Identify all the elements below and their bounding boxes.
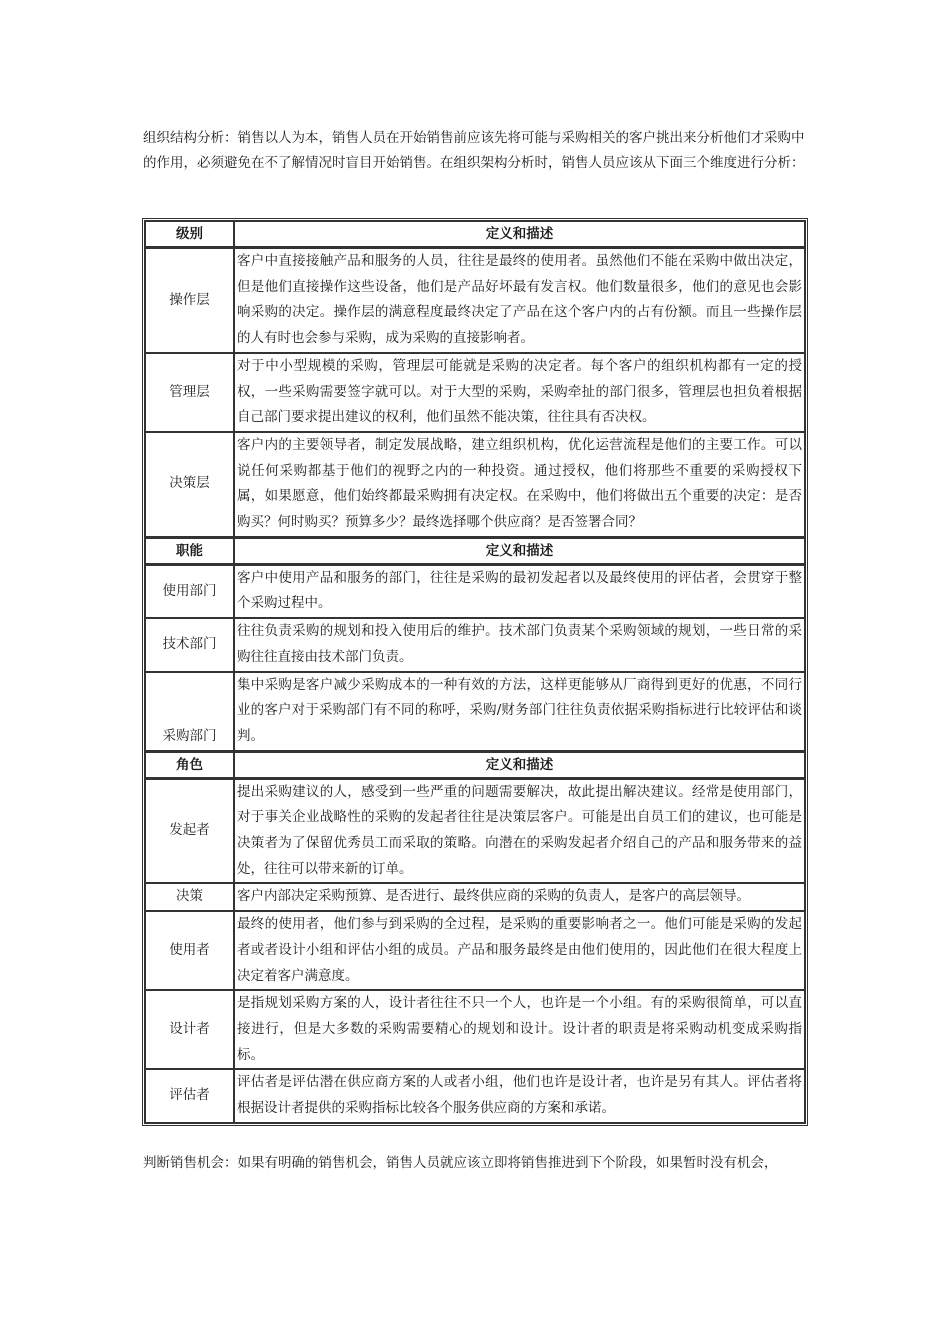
header-label: 级别 bbox=[145, 221, 234, 248]
row-desc: 客户内的主要领导者，制定发展战略，建立组织机构，优化运营流程是他们的主要工作。可以说任何采购都基于他们的视野之内的一种投资。通过授权，他们将那些不重要的采购授权下属，如果愿意，他们始终都最采购拥有决定权。在采购中，他们将做出五个重要的决定：是否购买？何时购买？预算多少？最终选择哪个供应商？是否签署合同？ bbox=[234, 432, 805, 537]
header-desc: 定义和描述 bbox=[234, 537, 805, 565]
table-row bbox=[145, 672, 805, 751]
row-label: 使用部门 bbox=[145, 565, 234, 618]
row-label: 管理层 bbox=[145, 353, 234, 432]
table-row bbox=[145, 248, 805, 353]
row-desc: 客户中直接接触产品和服务的人员，往往是最终的使用者。虽然他们不能在采购中做出决定，但是他们直接操作这些设备，他们是产品好坏最有发言权。他们数量很多，他们的意见也会影响采购的决定。操作层的满意程度最终决定了产品在这个客户内的占有份额。而且一些操作层的人有时也会参与采购，成为采购的直接影响者。 bbox=[234, 248, 805, 353]
table-row bbox=[145, 432, 805, 537]
table-row bbox=[145, 911, 805, 990]
table-row bbox=[145, 1069, 805, 1122]
header-label: 角色 bbox=[145, 751, 234, 779]
row-desc: 客户内部决定采购预算、是否进行、最终供应商的采购的负责人，是客户的高层领导。 bbox=[234, 883, 805, 911]
header-label: 职能 bbox=[145, 537, 234, 565]
row-label: 使用者 bbox=[145, 911, 234, 990]
table-row bbox=[145, 353, 805, 432]
row-desc: 集中采购是客户减少采购成本的一种有效的方法，这样更能够从厂商得到更好的优惠，不同行业的客户对于采购部门有不同的称呼，采购/财务部门往往负责依据采购指标进行比较评估和谈判。 bbox=[234, 672, 805, 751]
analysis-table bbox=[142, 218, 808, 1126]
table-row bbox=[145, 618, 805, 671]
row-desc: 评估者是评估潜在供应商方案的人或者小组，他们也许是设计者，也许是另有其人。评估者将根据设计者提供的采购指标比较各个服务供应商的方案和承诺。 bbox=[234, 1069, 805, 1122]
section-header-function bbox=[145, 537, 805, 565]
row-desc: 是指规划采购方案的人，设计者往往不只一个人，也许是一个小组。有的采购很简单，可以直接进行，但是大多数的采购需要精心的规划和设计。设计者的职责是将采购动机变成采购指标。 bbox=[234, 990, 805, 1069]
row-desc: 提出采购建议的人，感受到一些严重的问题需要解决，故此提出解决建议。经常是使用部门，对于事关企业战略性的采购的发起者往往是决策层客户。可能是出自员工们的建议，也可能是决策者为了保留优秀员工而采取的策略。向潜在的采购发起者介绍自己的产品和服务带来的益处，往往可以带来新的订单。 bbox=[234, 779, 805, 884]
header-desc: 定义和描述 bbox=[234, 751, 805, 779]
table-row bbox=[145, 990, 805, 1069]
row-label: 设计者 bbox=[145, 990, 234, 1069]
intro-paragraph: 组织结构分析：销售以人为本，销售人员在开始销售前应该先将可能与采购相关的客户挑出来分析他们才采购中的作用，必须避免在不了解情况时盲目开始销售。在组织架构分析时，销售人员应该从下面三个维度进行分析： bbox=[143, 130, 805, 171]
table-row bbox=[145, 565, 805, 618]
row-label: 评估者 bbox=[145, 1069, 234, 1122]
closing-paragraph: 判断销售机会：如果有明确的销售机会，销售人员就应该立即将销售推进到下个阶段，如果暂时没有机会， bbox=[143, 1155, 778, 1171]
section-header-role bbox=[145, 751, 805, 779]
table-row bbox=[145, 779, 805, 884]
row-label: 决策 bbox=[145, 883, 234, 911]
row-label: 技术部门 bbox=[145, 618, 234, 671]
row-label: 决策层 bbox=[145, 432, 234, 537]
row-desc: 最终的使用者，他们参与到采购的全过程，是采购的重要影响者之一。他们可能是采购的发起者或者设计小组和评估小组的成员。产品和服务最终是由他们使用的，因此他们在很大程度上决定着客户满意度。 bbox=[234, 911, 805, 990]
row-desc: 对于中小型规模的采购，管理层可能就是采购的决定者。每个客户的组织机构都有一定的授权，一些采购需要签字就可以。对于大型的采购，采购牵扯的部门很多，管理层也担负着根据自己部门要求提出建议的权利，他们虽然不能决策，往往具有否决权。 bbox=[234, 353, 805, 432]
row-label: 采购部门 bbox=[145, 672, 234, 751]
row-desc: 往往负责采购的规划和投入使用后的维护。技术部门负责某个采购领域的规划，一些日常的采购往往直接由技术部门负责。 bbox=[234, 618, 805, 671]
row-label: 操作层 bbox=[145, 248, 234, 353]
header-desc: 定义和描述 bbox=[234, 221, 805, 248]
table-row bbox=[145, 883, 805, 911]
row-label: 发起者 bbox=[145, 779, 234, 884]
row-desc: 客户中使用产品和服务的部门，往往是采购的最初发起者以及最终使用的评估者，会贯穿于整个采购过程中。 bbox=[234, 565, 805, 618]
section-header-level bbox=[145, 221, 805, 248]
